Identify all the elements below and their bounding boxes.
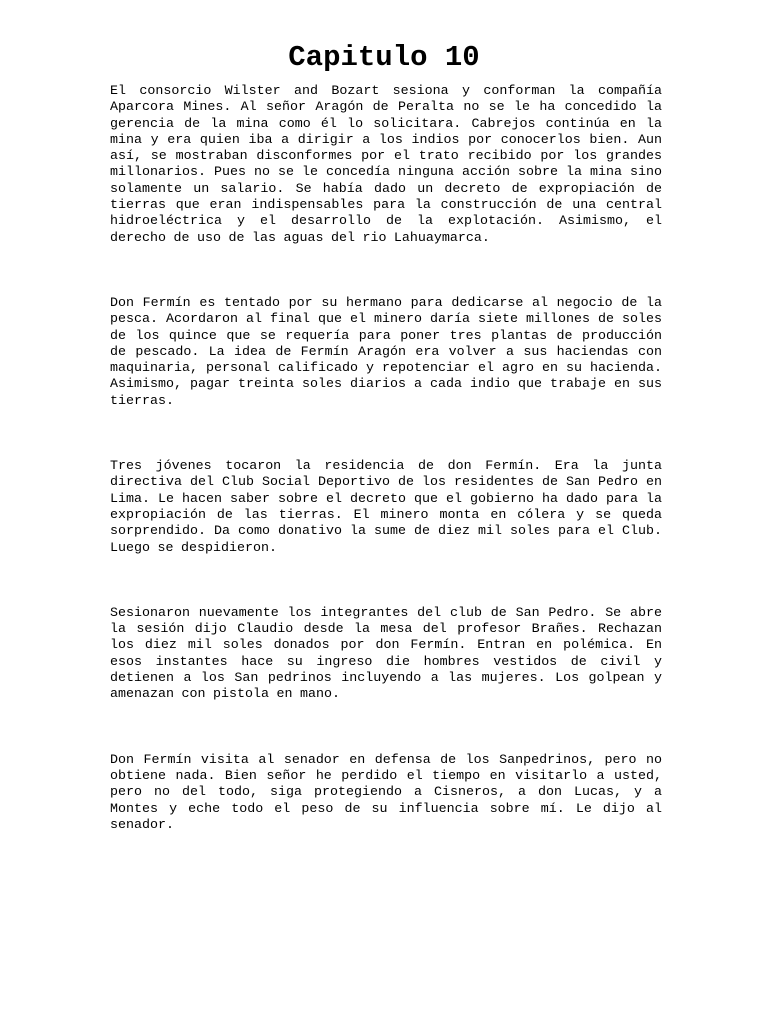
chapter-title: Capitulo 10 bbox=[288, 41, 480, 74]
paragraph-1: El consorcio Wilster and Bozart sesiona y conforman la compañía Aparcora Mines. Al señor Aragón de Peralta no se le ha concedido la gerencia de la mina como él lo solicitara. Cabrejos continúa en la mina y era quien iba a dirigir a los indios por conocerlos bien. Aun así, se mostraban disconformes por el trato recibido por los grandes millonarios. Pues no se le concedía ninguna acción sobre la mina sino solamente un salario. Se había dado un decreto de expropiación de tierras que eran indispensables para la construcción de una central hidroeléctrica y el desarrollo de la explotación. Asimismo, el derecho de uso de las aguas del rio Lahuaymarca. bbox=[110, 84, 662, 246]
paragraph-4: Sesionaron nuevamente los integrantes del club de San Pedro. Se abre la sesión dijo Claudio desde la mesa del profesor Brañes. Rechazan los diez mil soles donados por don Fermín. Entran en polémica. En esos instantes hace su ingreso die hombres vestidos de civil y detienen a los San pedrinos incluyendo a las mujeres. Los golpean y amenazan con pistola en mano. bbox=[110, 605, 662, 703]
paragraph-2: Don Fermín es tentado por su hermano para dedicarse al negocio de la pesca. Acordaron al final que el minero daría siete millones de soles de los quince que se requería para poner tres plantas de producción de pescado. La idea de Fermín Aragón era volver a sus haciendas con maquinaria, personal calificado y repotenciar el agro en su hacienda. Asimismo, pagar treinta soles diarios a cada indio que trabaje en sus tierras. bbox=[110, 295, 662, 409]
chapter-body bbox=[110, 84, 662, 883]
paragraph-3: Tres jóvenes tocaron la residencia de don Fermín. Era la junta directiva del Club Social Deportivo de los residentes de San Pedro en Lima. Le hacen saber sobre el decreto que el gobierno ha dado para la expropiación de las tierras. El minero monta en cólera y se queda sorprendido. Da como donativo la sume de diez mil soles para el Club. Luego se despidieron. bbox=[110, 459, 662, 556]
paragraph-5: Don Fermín visita al senador en defensa de los Sanpedrinos, pero no obtiene nada. Bien señor he perdido el tiempo en visitarlo a usted, pero no del todo, siga protegiendo a Cisneros, a don Lucas, y a Montes y eche todo el peso de su influencia sobre mí. Le dijo al senador. bbox=[110, 752, 662, 833]
